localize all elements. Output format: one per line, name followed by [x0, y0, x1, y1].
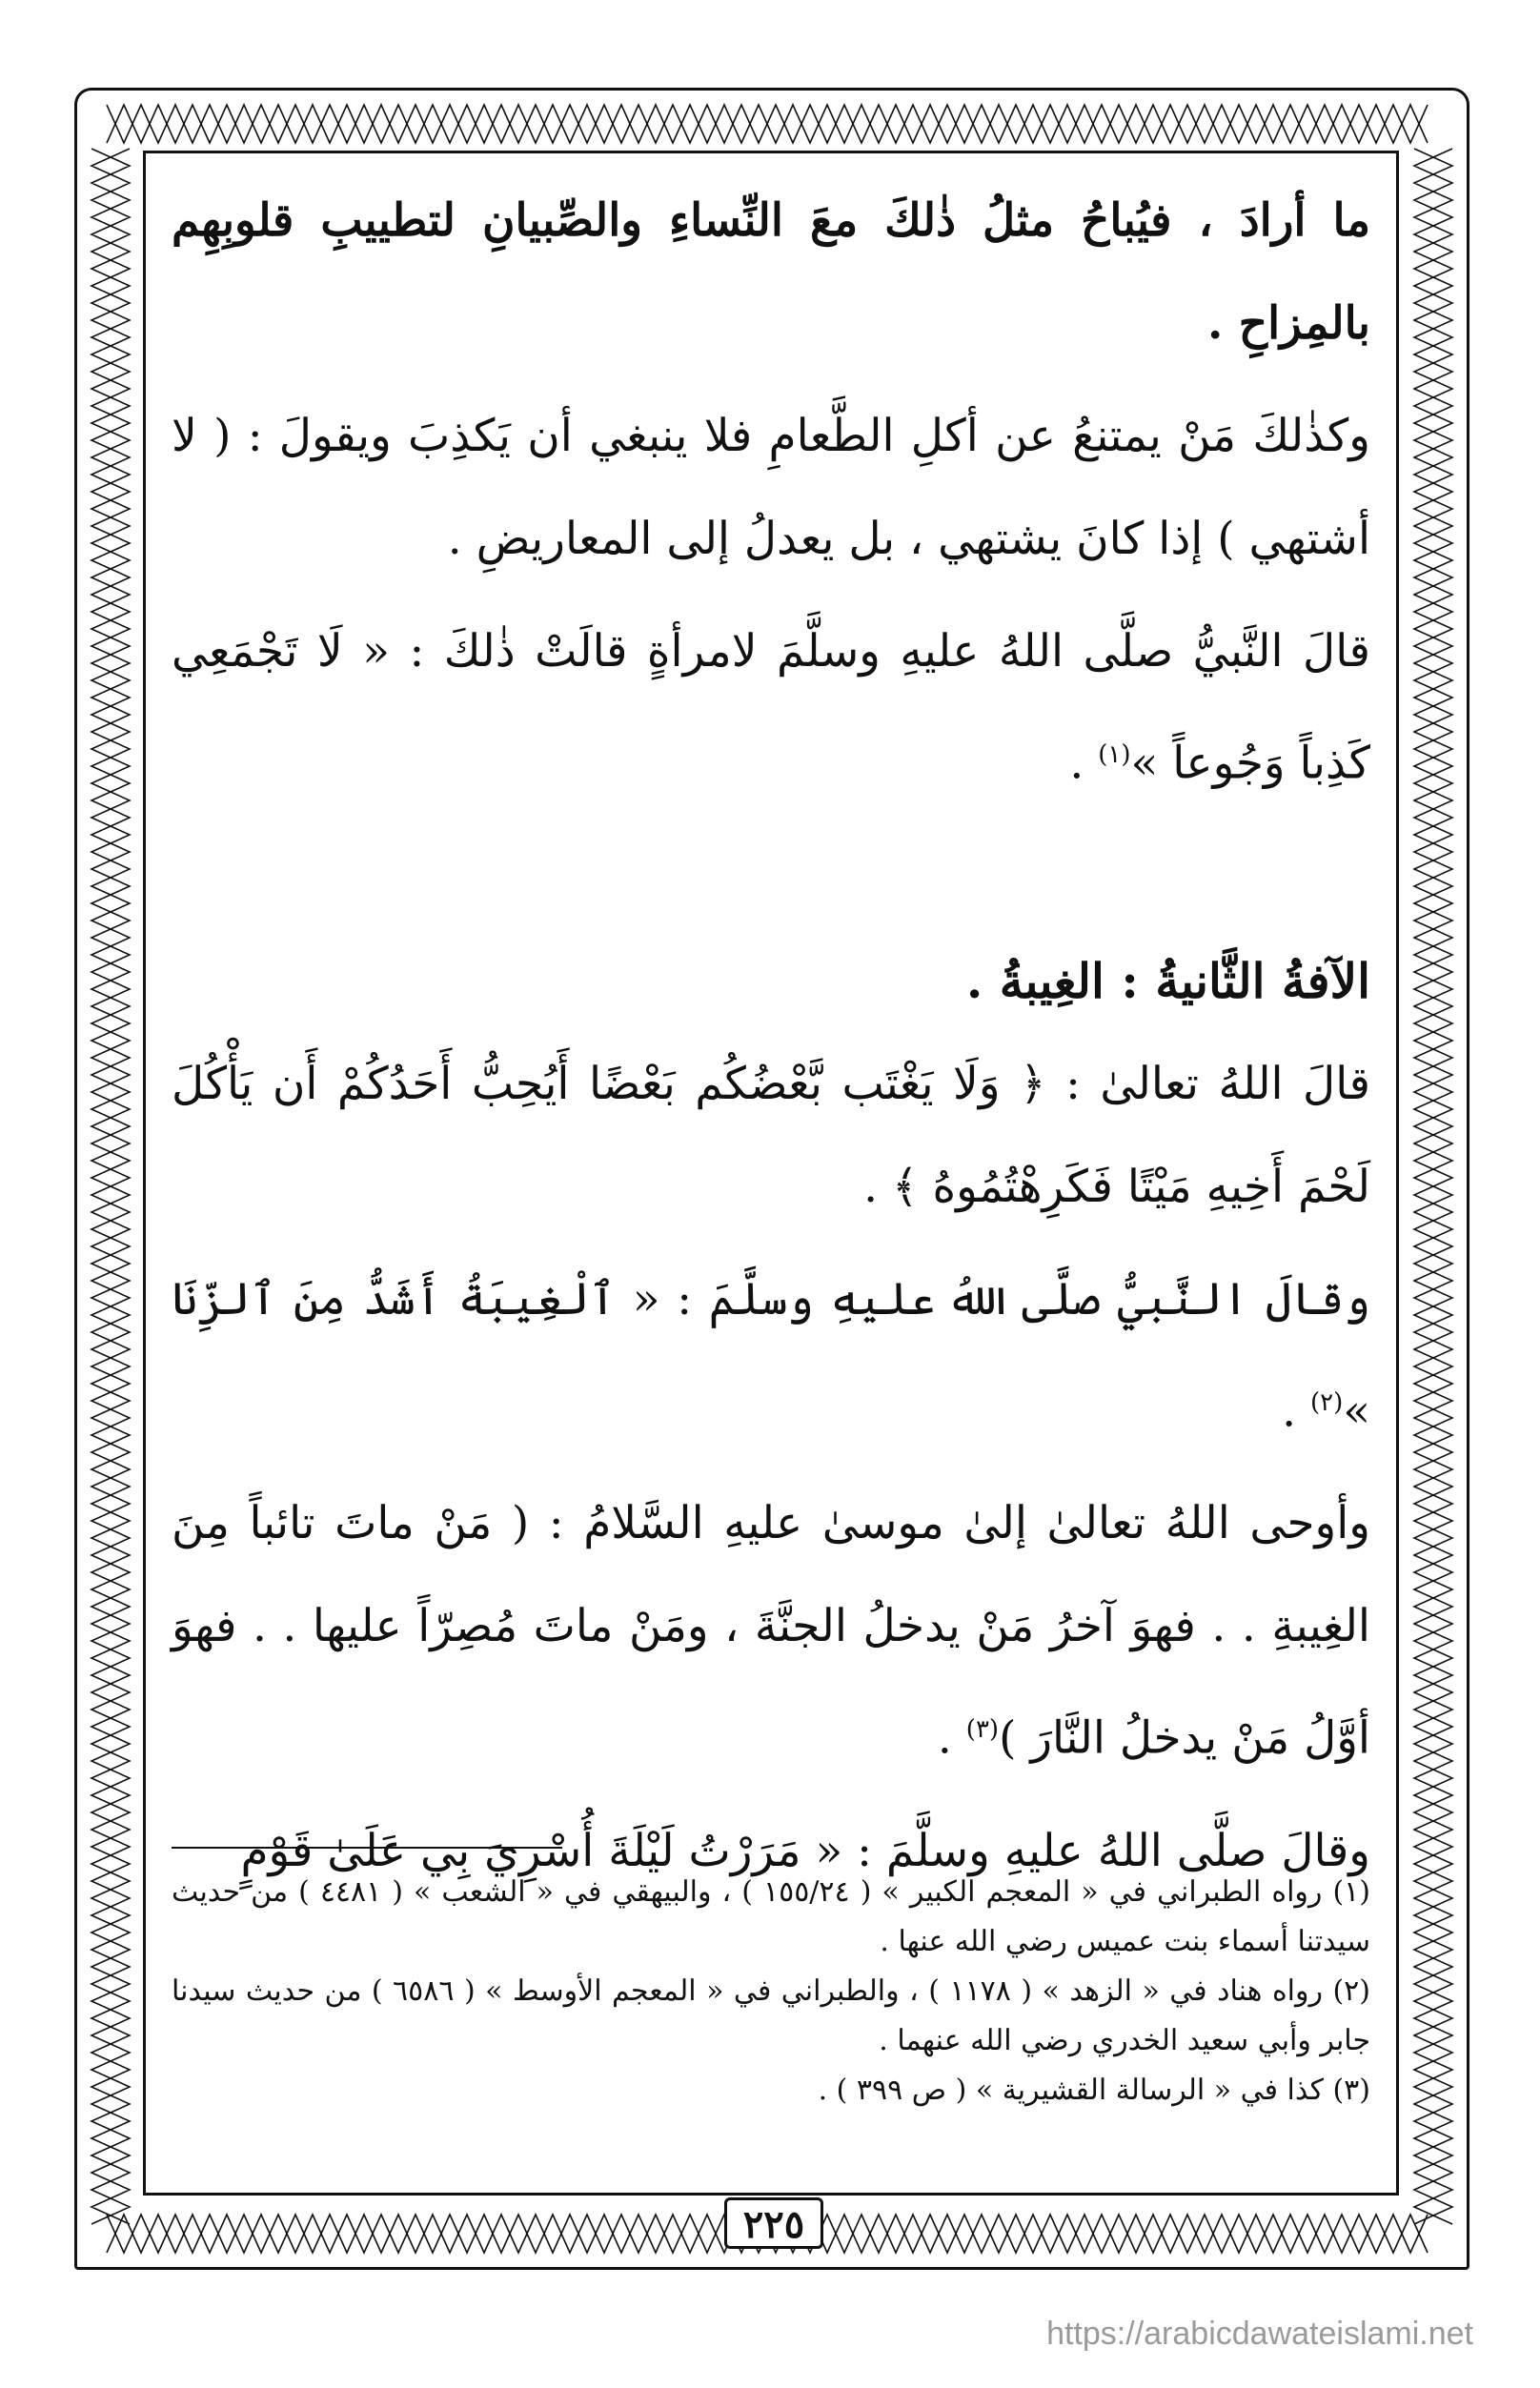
paragraph-6-text: وأوحى اللهُ تعالىٰ إلىٰ موسىٰ عليهِ السَّلامُ : ( مَنْ ماتَ تائباً مِنَ الغِيبةِ . . فهوَ آخرُ مَنْ يدخلُ الجنَّةَ ، ومَنْ ماتَ مُصِرّاً عليها . . فهوَ أوَّلُ مَنْ يدخلُ النَّارَ )	[172, 1497, 1370, 1765]
page-number: ٢٢٥	[724, 2197, 823, 2249]
paragraph-3-text: قالَ النَّبيُّ صلَّى اللهُ عليهِ وسلَّمَ لامرأةٍ قالَتْ ذٰلكَ : « لَا تَجْمَعِي كَذِباً وَجُوعاً »	[172, 625, 1370, 790]
paragraph-6	[172, 1472, 1370, 1791]
paragraph-5-text: وقالَ النَّبيُّ صلَّى اللهُ عليهِ وسلَّمَ : « ٱلْغِيبَةُ أَشَدُّ مِنَ ٱلزِّنَا »	[172, 1272, 1370, 1438]
paragraph-1: ما أرادَ ، فيُباحُ مثلُ ذٰلكَ معَ النِّساءِ والصِّبيانِ لتطييبِ قلوبِهِم بالمِزاحِ .	[172, 194, 1370, 350]
footnote-3: (٣) كذا في « الرسالة القشيرية » ( ص ٣٩٩ ) .	[818, 2074, 1370, 2107]
footnote-ref-2: (٢)	[1309, 1387, 1344, 1417]
footnote-ref-1: (١)	[1098, 740, 1131, 769]
footnotes	[172, 1868, 1370, 2115]
paragraph-3-end: .	[1069, 737, 1099, 790]
border-zigzag-left	[91, 149, 130, 2224]
footnote-ref-3: (٣)	[965, 1715, 1000, 1745]
paragraph-2-text: وكذٰلكَ مَنْ يمتنعُ عن أكلِ الطَّعامِ فلا ينبغي أن يَكذِبَ ويقولَ : ( لا أشتهي ) إذا كانَ يشتهي ، بل يعدلُ إلى المعاريضِ .	[172, 410, 1370, 565]
main-text	[172, 170, 1370, 2133]
paragraph-5	[172, 1248, 1370, 1464]
footnote-2: (٢) رواه هناد في « الزهد » ( ١١٧٨ ) ، والطبراني في « المعجم الأوسط » ( ٦٥٨٦ ) من حديث سيدنا جابر وأبي سعيد الخدري رضي الله عنهما .	[172, 1974, 1371, 2057]
section-gap	[172, 825, 1370, 930]
paragraph-2	[172, 385, 1370, 591]
paragraph-5-end: .	[1282, 1385, 1310, 1438]
section-heading: الآفةُ الثَّانيةُ : الغِيبةُ .	[965, 952, 1370, 1009]
paragraph-4: قالَ اللهُ تعالىٰ : ﴿ وَلَا يَغْتَب بَّعْضُكُم بَعْضًا أَيُحِبُّ أَحَدُكُمْ أَن يَأْكُلَ لَحْمَ أَخِيهِ مَيْتًا فَكَرِهْتُمُوهُ ﴾ .	[172, 1057, 1370, 1213]
paragraph-3	[172, 600, 1370, 816]
footnote-1: (١) رواه الطبراني في « المعجم الكبير » ( ١٥٥/٢٤ ) ، والبيهقي في « الشعب » ( ٤٤٨١ ) من حديث سيدتنا أسماء بنت عميس رضي الله عنها .	[172, 1875, 1370, 1958]
watermark-url: https://arabicdawateislami.net	[1046, 2316, 1473, 2352]
border-zigzag-right	[1414, 149, 1452, 2224]
paragraph-7: وقالَ صلَّى اللهُ عليهِ وسلَّمَ : « مَرَرْتُ لَيْلَةَ أُسْرِيَ بِي عَلَىٰ قَوْمٍ	[240, 1824, 1370, 1877]
paragraph-6-end: .	[937, 1711, 966, 1765]
footnote-separator	[172, 1847, 562, 1849]
border-zigzag-top	[107, 105, 1428, 143]
